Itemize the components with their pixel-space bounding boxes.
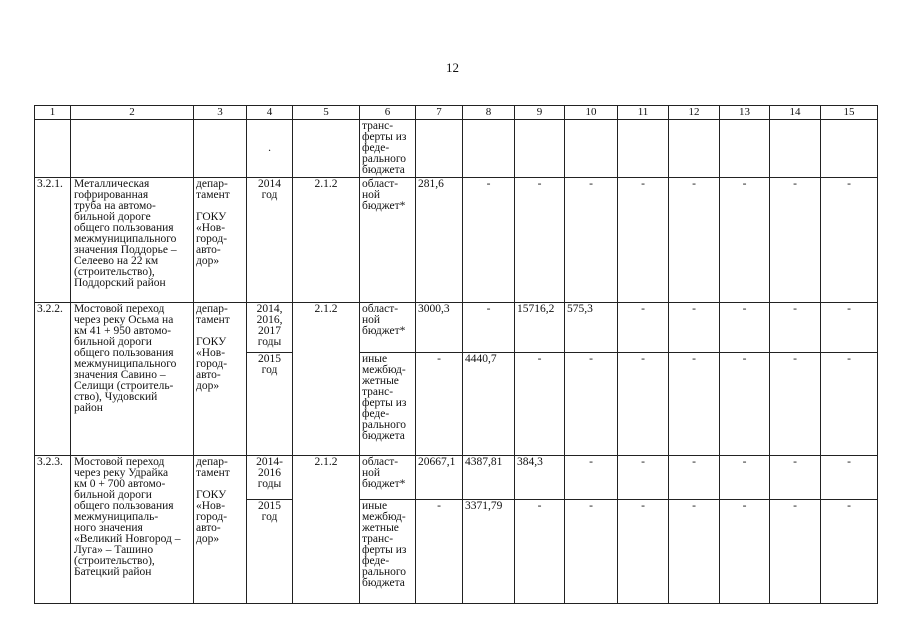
table-row xyxy=(35,456,878,500)
value-cell: - xyxy=(821,303,878,353)
column-header: 1 xyxy=(35,106,71,120)
table-cell xyxy=(293,120,360,178)
page-number: 12 xyxy=(446,60,459,75)
years: 2014, 2016, 2017 годы xyxy=(247,303,293,353)
value-cell: - xyxy=(515,178,565,303)
value-cell: - xyxy=(565,456,618,500)
executor: депар- тамент ГОКУ «Нов- город- авто- дор» xyxy=(194,456,247,604)
column-header: 3 xyxy=(194,106,247,120)
value-cell: - xyxy=(720,303,770,353)
column-header: 5 xyxy=(293,106,360,120)
value-cell: 575,3 xyxy=(565,303,618,353)
value-cell: 4387,81 xyxy=(463,456,515,500)
value-cell: - xyxy=(770,500,821,604)
object-name: Мостовой переход через реку Осьма на км 41 + 950 автомо- бильной дороги общего пользования межмуниципального значения Савино – Селищи (строитель- ство), Чудовский район xyxy=(71,303,194,456)
table-cell xyxy=(821,120,878,178)
value-cell: - xyxy=(720,500,770,604)
value-cell: - xyxy=(618,178,669,303)
funding-source: иные межбюд- жетные транс- ферты из феде- рального бюджета xyxy=(360,500,416,604)
column-header: 11 xyxy=(618,106,669,120)
value-cell: - xyxy=(618,456,669,500)
table-cell xyxy=(71,120,194,178)
value-cell: - xyxy=(720,178,770,303)
table-cell: транс- ферты из феде- рального бюджета xyxy=(360,120,416,178)
row-number: 3.2.2. xyxy=(35,303,71,456)
value-cell: - xyxy=(515,500,565,604)
years: 2014- 2016 годы xyxy=(247,456,293,500)
value-cell: - xyxy=(669,178,720,303)
table-cell xyxy=(463,120,515,178)
value-cell: - xyxy=(618,500,669,604)
table-cell xyxy=(720,120,770,178)
value-cell: - xyxy=(821,456,878,500)
column-header: 15 xyxy=(821,106,878,120)
value-cell: 3371,79 xyxy=(463,500,515,604)
value-cell: - xyxy=(565,353,618,456)
value-cell: - xyxy=(618,303,669,353)
table-cell xyxy=(194,120,247,178)
value-cell: - xyxy=(669,456,720,500)
indicator-ref: 2.1.2 xyxy=(293,456,360,604)
table-cell xyxy=(669,120,720,178)
value-cell: - xyxy=(770,456,821,500)
funding-source: област- ной бюджет* xyxy=(360,303,416,353)
value-cell: 3000,3 xyxy=(416,303,463,353)
value-cell: - xyxy=(618,353,669,456)
value-cell: - xyxy=(821,353,878,456)
column-header: 12 xyxy=(669,106,720,120)
indicator-ref: 2.1.2 xyxy=(293,178,360,303)
table-cell xyxy=(416,120,463,178)
table-body xyxy=(35,106,878,604)
column-header: 7 xyxy=(416,106,463,120)
table-row xyxy=(35,303,878,353)
value-cell: 20667,1 xyxy=(416,456,463,500)
value-cell: - xyxy=(669,303,720,353)
funding-source: област- ной бюджет* xyxy=(360,456,416,500)
value-cell: - xyxy=(821,178,878,303)
header-row xyxy=(35,106,878,120)
funding-source: област- ной бюджет* xyxy=(360,178,416,303)
years: 2014 год xyxy=(247,178,293,303)
continuation-row xyxy=(35,120,878,178)
object-name: Мостовой переход через реку Удрайка км 0 + 700 автомо- бильной дороги общего пользования межмуниципаль- ного значения «Великий Новгород – Луга» – Ташино (строительство), Батецкий район xyxy=(71,456,194,604)
column-header: 10 xyxy=(565,106,618,120)
table-cell xyxy=(618,120,669,178)
value-cell: 15716,2 xyxy=(515,303,565,353)
table-cell xyxy=(565,120,618,178)
column-header: 2 xyxy=(71,106,194,120)
executor: депар- тамент ГОКУ «Нов- город- авто- дор» xyxy=(194,178,247,303)
funding-source: иные межбюд- жетные транс- ферты из феде- рального бюджета xyxy=(360,353,416,456)
value-cell: - xyxy=(720,353,770,456)
value-cell: - xyxy=(720,456,770,500)
indicator-ref: 2.1.2 xyxy=(293,303,360,456)
value-cell: - xyxy=(669,353,720,456)
years: 2015 год xyxy=(247,353,293,456)
value-cell: 384,3 xyxy=(515,456,565,500)
budget-table xyxy=(34,105,878,604)
value-cell: - xyxy=(669,500,720,604)
value-cell: - xyxy=(565,178,618,303)
column-header: 8 xyxy=(463,106,515,120)
value-cell: 281,6 xyxy=(416,178,463,303)
value-cell: - xyxy=(821,500,878,604)
row-number: 3.2.1. xyxy=(35,178,71,303)
executor: депар- тамент ГОКУ «Нов- город- авто- дор» xyxy=(194,303,247,456)
column-header: 9 xyxy=(515,106,565,120)
column-header: 14 xyxy=(770,106,821,120)
value-cell: - xyxy=(416,500,463,604)
object-name: Металлическая гофрированная труба на автомо- бильной дороге общего пользования межмуниципального значения Поддорье – Селеево на 22 км (строительство), Поддорский район xyxy=(71,178,194,303)
value-cell: - xyxy=(770,303,821,353)
value-cell: - xyxy=(770,178,821,303)
value-cell: - xyxy=(565,500,618,604)
value-cell: - xyxy=(515,353,565,456)
row-number: 3.2.3. xyxy=(35,456,71,604)
value-cell: - xyxy=(463,303,515,353)
value-cell: 4440,7 xyxy=(463,353,515,456)
table-row xyxy=(35,178,878,303)
value-cell: - xyxy=(770,353,821,456)
table-cell: . xyxy=(247,120,293,178)
table-cell xyxy=(515,120,565,178)
column-header: 4 xyxy=(247,106,293,120)
column-header: 6 xyxy=(360,106,416,120)
years: 2015 год xyxy=(247,500,293,604)
value-cell: - xyxy=(463,178,515,303)
value-cell: - xyxy=(416,353,463,456)
table-cell xyxy=(35,120,71,178)
table-cell xyxy=(770,120,821,178)
column-header: 13 xyxy=(720,106,770,120)
